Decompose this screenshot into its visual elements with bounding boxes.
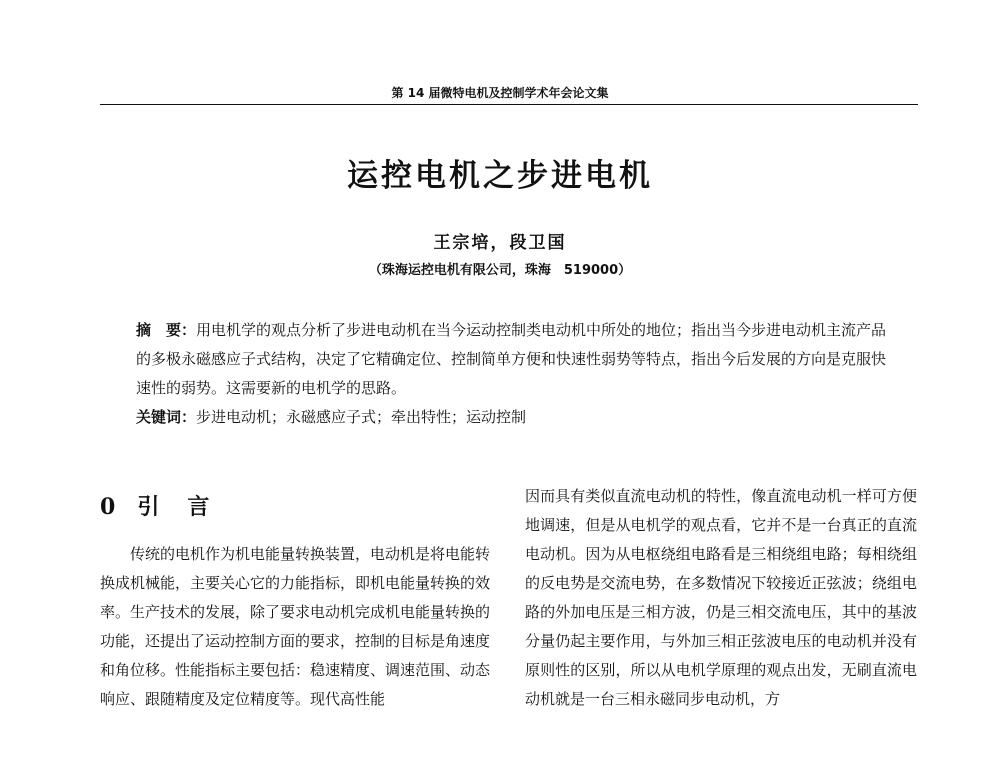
- body-column-right: [525, 482, 917, 714]
- keywords-paragraph: [136, 403, 898, 432]
- section-title: 引言: [137, 495, 238, 520]
- keywords-label: 关键词：: [136, 408, 197, 426]
- abstract-label: 摘 要：: [136, 321, 197, 339]
- section-heading: [100, 490, 237, 521]
- abstract-block: [136, 316, 898, 432]
- body-paragraph-right: 因而具有类似直流电动机的特性，像直流电动机一样可方便地调速，但是从电机学的观点看，它并不是一台真正的直流电动机。因为从电枢绕组电路看是三相绕组电路；每相绕组的反电势是交流电势，在多数情况下较接近正弦波；绕组电路的外加电压是三相方波，仍是三相交流电压，其中的基波分量仍起主要作用，与外加三相正弦波电压的电动机并没有原则性的区别，所以从电机学原理的观点出发，无刷直流电动机就是一台三相永磁同步电动机，方: [525, 487, 917, 708]
- section-number: 0: [100, 494, 116, 520]
- header-rule: [100, 104, 918, 105]
- body-column-left: [100, 540, 490, 714]
- running-head: 第 14 届微特电机及控制学术年会论文集: [391, 86, 609, 100]
- body-paragraph-left: 传统的电机作为机电能量转换装置，电动机是将电能转换成机械能，主要关心它的力能指标，即机电能量转换的效率。生产技术的发展，除了要求电动机完成机电能量转换的功能，还提出了运动控制方面的要求，控制的目标是角速度和角位移。性能指标主要包括：稳速精度、调速范围、动态响应、跟随精度及定位精度等。现代高性能: [100, 545, 491, 708]
- keywords-text: 步进电动机；永磁感应子式；牵出特性；运动控制: [196, 408, 527, 426]
- paper-title: 运控电机之步进电机: [347, 158, 653, 194]
- affiliation: （珠海运控电机有限公司，珠海 519000）: [368, 263, 632, 278]
- abstract-text: 用电机学的观点分析了步进电动机在当今运动控制类电动机中所处的地位；指出当今步进电动机主流产品的多极永磁感应子式结构，决定了它精确定位、控制简单方便和快速性弱势等特点，指出今后发展的方向是克服快速性的弱势。这需要新的电机学的思路。: [136, 321, 887, 397]
- abstract-paragraph: [136, 316, 898, 403]
- authors: 王宗培，段卫国: [433, 233, 567, 253]
